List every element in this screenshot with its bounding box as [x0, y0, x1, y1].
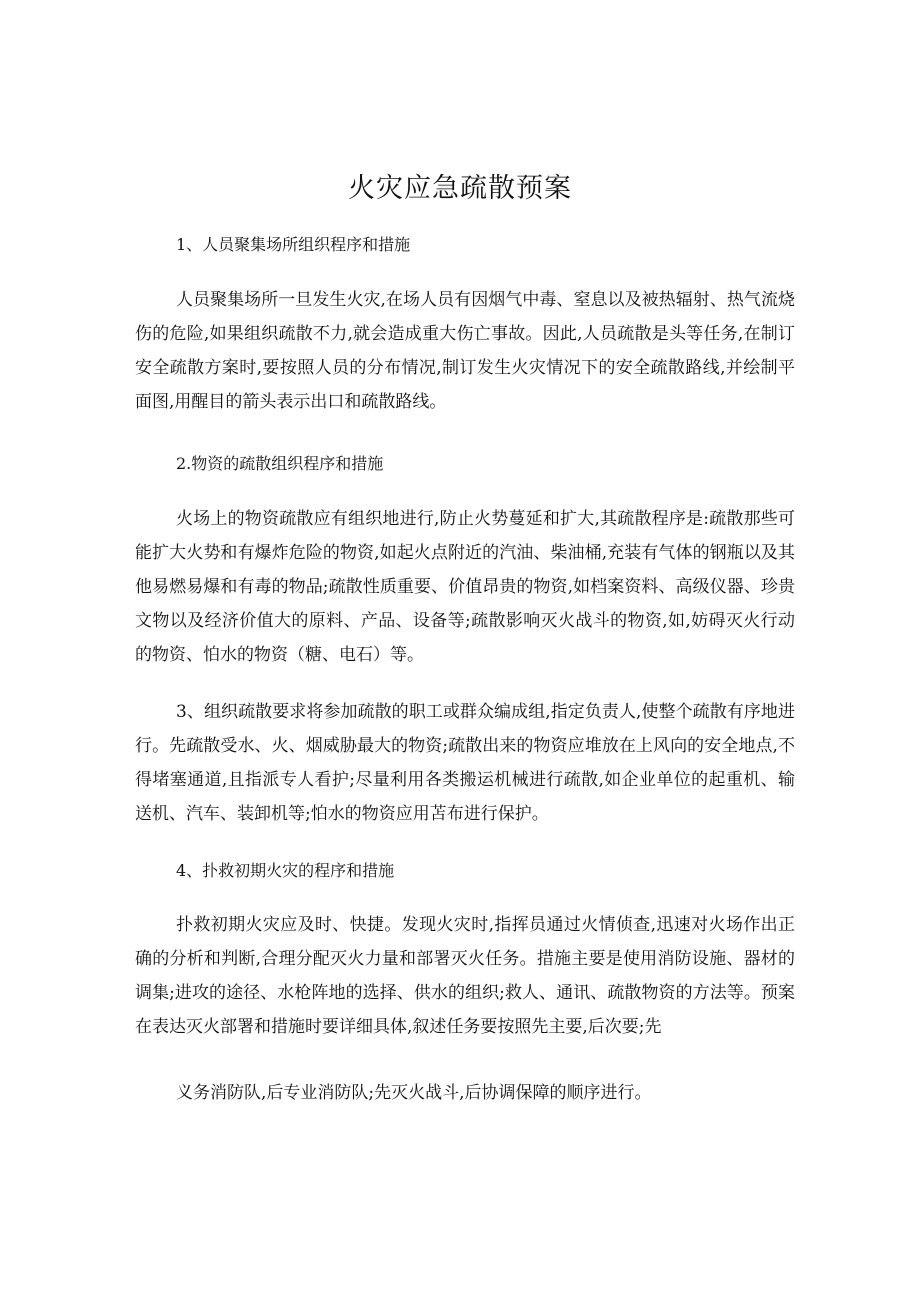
- document-title: 火灾应急疏散预案: [348, 173, 572, 204]
- section-2-paragraph-2: 3、组织疏散要求将参加疏散的职工或群众编成组,指定负责人,使整个疏散有序地进行。先疏散受水、火、烟威胁最大的物资;疏散出来的物资应堆放在上风向的安全地点,不得堵塞通道,且指派专人看护;尽量利用各类搬运机械进行疏散,如企业单位的起重机、输送机、汽车、装卸机等;怕水的物资应用苫布进行保护。: [135, 702, 795, 824]
- section-heading-4: 4、扑救初期火灾的程序和措施: [176, 861, 395, 880]
- section-4-paragraph-1: 扑救初期火灾应及时、快捷。发现火灾时,指挥员通过火情侦查,迅速对火场作出正确的分析和判断,合理分配灭火力量和部署灭火任务。措施主要是使用消防设施、器材的调集;进攻的途径、水枪阵地的选择、供水的组织;救人、通讯、疏散物资的方法等。预案在表达灭火部署和措施时要详细具体,叙述任务要按照先主要,后次要;先: [135, 915, 795, 1037]
- section-4-paragraph-2: 义务消防队,后专业消防队;先灭火战斗,后协调保障的顺序进行。: [176, 1083, 652, 1103]
- section-heading-2: 2.物资的疏散组织程序和措施: [176, 454, 384, 473]
- section-2-paragraph-1: 火场上的物资疏散应有组织地进行,防止火势蔓延和扩大,其疏散程序是:疏散那些可能扩大火势和有爆炸危险的物资,如起火点附近的汽油、柴油桶,充装有气体的钢瓶以及其他易燃易爆和有毒的物品;疏散性质重要、价值昂贵的物资,如档案资料、高级仪器、珍贵文物以及经济价值大的原料、产品、设备等;疏散影响灭火战斗的物资,如,妨碍灭火行动的物资、怕水的物资（糖、电石）等。: [135, 509, 795, 665]
- section-1-paragraph-1: 人员聚集场所一旦发生火灾,在场人员有因烟气中毒、窒息以及被热辐射、热气流烧伤的危险,如果组织疏散不力,就会造成重大伤亡事故。因此,人员疏散是头等任务,在制订安全疏散方案时,要按照人员的分布情况,制订发生火灾情况下的安全疏散路线,并绘制平面图,用醒目的箭头表示出口和疏散路线。: [135, 290, 795, 412]
- section-heading-1: 1、人员聚集场所组织程序和措施: [176, 235, 411, 254]
